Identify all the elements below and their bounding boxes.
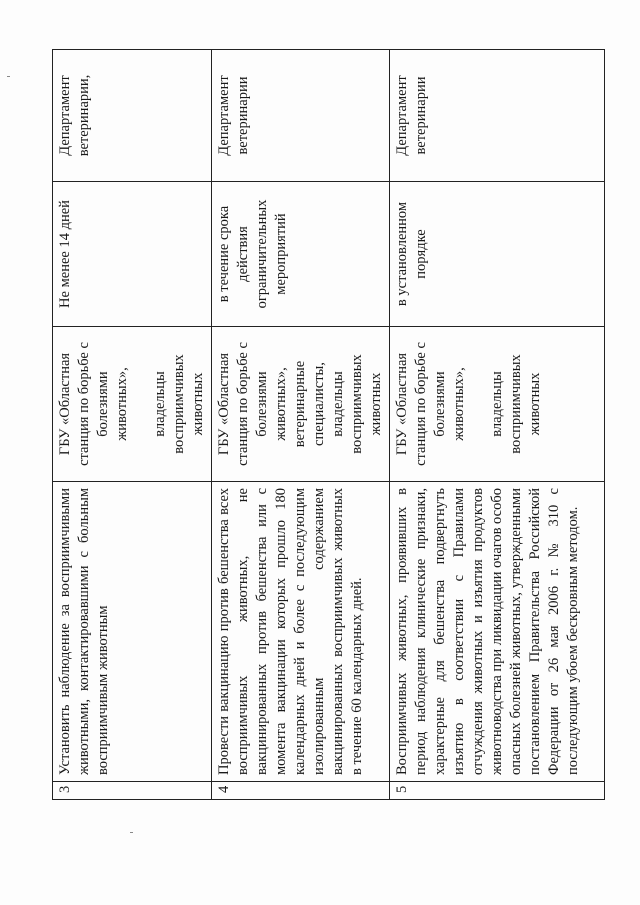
executor-line: владельцы восприимчивых животных	[489, 354, 543, 454]
measure-text: Восприимчивых животных, проявивших в период наблюдения клинические признаки, характерные для бешенства подвергнуть изъятию в соответствии с Правилами отчуждения животных и изъятия продуктов животноводства при ликвидации очагов особо опасных болезней животных, утвержденными постановлением Правительства Российской Федерации от 26 мая 2006 г. № 310 с последующим убоем бескровным методом.	[390, 482, 605, 782]
executors-cell	[53, 327, 212, 482]
term-cell: в установленном порядке	[390, 182, 605, 327]
table-row	[390, 50, 605, 800]
executor-line: ГБУ «Областная станция по борьбе с болезнями животных»,	[394, 342, 467, 466]
row-number: 4	[212, 782, 390, 800]
responsible-cell: Департамент ветеринарии	[212, 50, 390, 182]
measure-text: Установить наблюдение за восприимчивыми животными, контактировавшими с больным восприимчивым животным	[53, 482, 212, 782]
measures-table	[52, 49, 605, 800]
scan-speck	[130, 832, 133, 833]
table-row	[212, 50, 390, 800]
term-cell: в течение срока действия ограничительных мероприятий	[212, 182, 390, 327]
scan-speck	[7, 76, 10, 77]
responsible-cell: Департамент ветеринарии	[390, 50, 605, 182]
rotated-table-container	[52, 50, 581, 800]
row-number: 3	[53, 782, 212, 800]
term-cell: Не менее 14 дней	[53, 182, 212, 327]
row-number: 5	[390, 782, 605, 800]
table-row	[53, 50, 212, 800]
executor-line: владельцы восприимчивых животных	[152, 354, 206, 454]
executors-cell	[390, 327, 605, 482]
executors-cell	[212, 327, 390, 482]
responsible-cell: Департамент ветеринарии,	[53, 50, 212, 182]
executor-line: ГБУ «Областная станция по борьбе с болезнями животных», ветеринарные специалисты, владельцы восприимчивых животных	[216, 342, 384, 466]
executor-line: ГБУ «Областная станция по борьбе с болезнями животных»,	[57, 342, 130, 466]
measure-text: Провести вакцинацию против бешенства всех восприимчивых животных, не вакцинированных против бешенства или с момента вакцинации которых прошло 180 календарных дней и более с последующим изолированным содержанием вакцинированных восприимчивых животных в течение 60 календарных дней.	[212, 482, 390, 782]
